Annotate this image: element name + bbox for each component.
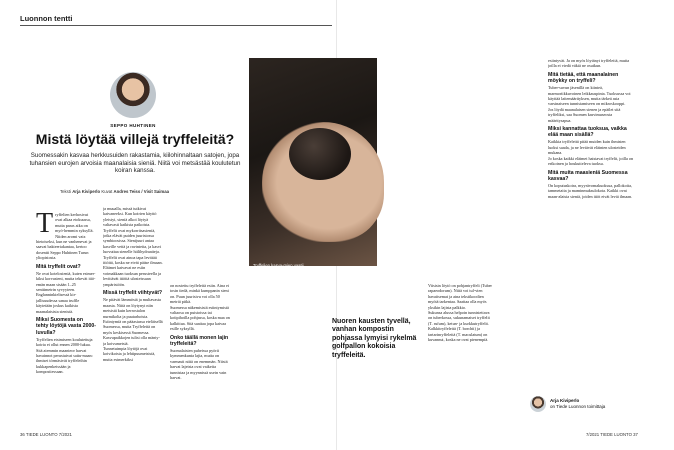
byline: SEPPO HUHTINEN xyxy=(110,123,156,128)
subheading: Onko täällä monen lajin tryffeleitä? xyxy=(170,334,229,347)
paragraph: esiintyvät. Ja on myös löytänyt tryffeleitä, mutta joilla ei viedä väkiä ne osutkun. xyxy=(548,58,630,69)
subheading: Missä tryffelit viihtyvät? xyxy=(103,290,163,297)
credits-photo-author: Andres Teiss / Visit Saimaa xyxy=(113,189,170,194)
drop-cap: T xyxy=(36,212,54,239)
paragraph: Jos löydä maanalaisen sienen ja epäilet sitä tryffeliksi, saa Suomen kasvimuseosta määritysapua. xyxy=(548,106,621,123)
column-2 xyxy=(103,206,163,430)
author-portrait xyxy=(110,72,156,118)
section-rule xyxy=(20,25,332,26)
headline: Mistä löytää villejä tryffeleitä? xyxy=(35,131,235,147)
paragraph: Ne pitävät lämmöstä ja multavasta maasta. Niitä on löytynyt niin metsistä kuin kerrostalon nurmikolta ja puutarhoista. xyxy=(103,297,161,319)
truffle-in-photo xyxy=(289,128,351,180)
author-role: on Tiede Luonnon toimittaja xyxy=(550,404,606,409)
paragraph: Tryffelit ovat mykorritsasieniä, jotka elävät puiden juuristossa symbioosissa. Sienijuuri antaa kasville vettä ja ravinteita, ja kasvi luovuttaa sienelle hiilihydraatteja. xyxy=(103,227,162,255)
column-1 xyxy=(36,212,96,430)
credits-photo-label: Kuvat xyxy=(101,189,113,194)
subheading: Mitä muita maasieniä Suomessa kasvaa? xyxy=(548,169,628,182)
paragraph: Tunnetuimpia löytöjä ovat koivikoista ja lehtipuumetsistä, mutta esimerkiksi xyxy=(103,345,156,362)
paragraph: Viisisin löytö on pohjantryffeli (Tuber rapaeodorum). Niitä voi tul-vien havaitsemat ja aina tekstikoodien myötä tarkentaa. Saattaa olla myös yksikin lajista palkkio. xyxy=(428,283,492,310)
section-title: Luonnon tentti xyxy=(20,14,73,23)
author-name: Arja Kiviperlo xyxy=(550,398,580,403)
paragraph: Sukunsa alussa helpoin tunnistettava on tuberkossa, sukunamaiset tryffelit (T. rufum), ketun- ja kurkkutryffelit. xyxy=(428,310,490,326)
paragraph: ja muualla, missä tutkivat kaivaneeksi. Kun koirien käyttö yleistyi, sieniä alkoi löytyä valtavasti kaikista paikoista. xyxy=(103,206,157,228)
column-4 xyxy=(428,283,494,430)
author-avatar xyxy=(530,396,546,412)
column-5 xyxy=(548,58,634,394)
lead-paragraph: Suomessakin kasvaa herkkusuiden rakastamia, kiilohinnaltaan satojen, jopa tuhansien eurojen arvoisia maanalaisia sieniä. Niitä voi metsästää koulutetun koiran kanssa. xyxy=(29,152,241,175)
intro-paragraph: ryffelien kerhosivut ovat alkaa etokuussa, mutta paras aika on myö-hemmin syksyllä. Niiden aromi vaix hietoiseksi, kun ne vanhenevat ja saavat bakteeriakantaa, kertoo dosentti Seppo Huhtinen Turun yliopistosta. xyxy=(36,212,94,261)
paragraph: Tryffelien etsimiseen koulutettuja koiria ei ollut ennen 2000-lukua. Sitä aiemmin maanteor harvat havainnot perustuivat sattu-maan: ihmiset törmäsivät tryffeleihin kukkapenkeissään ja kompostiessaan. xyxy=(36,336,93,375)
subheading: Mitä tryffelit ovat? xyxy=(36,263,81,270)
footer-left: 36 TIEDE LUONTO 7/2021 xyxy=(20,432,72,437)
paragraph: Tuber-suvun jäsenillä on kiinteä, marmoriikkuvoinen leikkauspinta. Tuoksussa voi käyttää laitemäärityksen, mutta tärkeä asia varsinaiseen tunnistamiseen on mikroskooppi. xyxy=(548,85,631,107)
paragraph: Suomalaisten puheissa pyörii kymmenkunta lajia, mutta on varmasti niitä on enemmän. Niistä harvat lajeista ovat vaikeita tunnistaa ja myynnissä usein vain harvat. xyxy=(170,348,228,381)
paragraph: Kaikkia tryffeleitä pitää muiden kuin ihmisten luoksi saada, ja ne leviävät eläinten ulosteiden mukana. xyxy=(548,139,626,156)
pull-quote: Nuoren kausten tyvellä, vanhan kompostin pohjassa lymyisi rykelmä golfpallon kokoisia tryffeleitä. xyxy=(332,318,417,359)
credits-text-label: Teksti xyxy=(60,189,71,194)
subheading: Mitä tietää, että maanalainen möykky on tryffeli? xyxy=(548,71,619,85)
credits-text-author: Arja Kiviperlo xyxy=(72,189,101,194)
paragraph: Jo koska kaikki eläimet haistavat tryffelit, joilla on erikoinen ja houkutteleva tuoksu. xyxy=(548,155,634,167)
photo-caption: Tryffelien kasva-mien vaatii maan-omistajan luvan. xyxy=(253,263,304,273)
subheading: Miksi kannattaa tuoksua, vaikka elää maan sisällä? xyxy=(548,126,627,139)
author-signoff xyxy=(550,398,605,410)
paragraph: on nostettu tryffeleitä esiin. Aina ei tosin tiedä, minkä kumppanin sieni on. Puun juurisivu voi olla 50 metriä pitkä. xyxy=(170,283,229,305)
paragraph: Esiintymiä on pääasiassa eteläisellä Suomessa, mutta Tryffeleitä on myös keskisessä Suomessa. Kasvupaikkojen tulisi olla mänty- ja koivumetsiä. xyxy=(103,318,163,346)
subheading: Miksi Suomesta on tehty löytöjä vasta 2000-luvulla? xyxy=(36,317,96,336)
credits xyxy=(60,189,240,194)
column-3 xyxy=(170,283,230,430)
paragraph: Kalkkitryffeleitä (T. borchii) ja tartarinryffeleitä (T. maculatum) on kuvannut, koska ne ovat pienempiä. xyxy=(428,326,489,343)
paragraph: Suomessa näkemisistä esiintymistä valtaosa on puistoissa tai kotipihoilla pohjassa, koska maa on kalkittua. Sitä saattaa jopa kaivaa esille syksyllä. xyxy=(170,304,230,332)
paragraph: Tryffelit ovat ainoa tapa levittää itiöitä, koska ne eivät pääse ilmaan. Eläimet kaivavat ne esiin voimakkaan tuoksun perusteella ja levittävät itiöitä ulosteissaan ympäristöön. xyxy=(103,254,163,287)
paragraph: On koputuskoira, myyrävomakuoksua, pallokoita, tammetaita ja maminmuksulokota. Kaikki ovat maan-alaisia sieniä, joiden itiöt eivät leviä ilmaan. xyxy=(548,182,633,199)
paragraph: Ne ovat kotelosieniä, kuten esimer-kiksi korvasieni, mutta tekevät itiö-emän maan sisään 1–25 senttimetrin syvyyteen. Englanninkielisessä kir-jallisuudessa sanaa truffle käytetään joskus kaikista maanalaisista sienistä. xyxy=(36,270,96,314)
footer-right: 7/2021 TIEDE LUONTO 37 xyxy=(586,432,638,437)
